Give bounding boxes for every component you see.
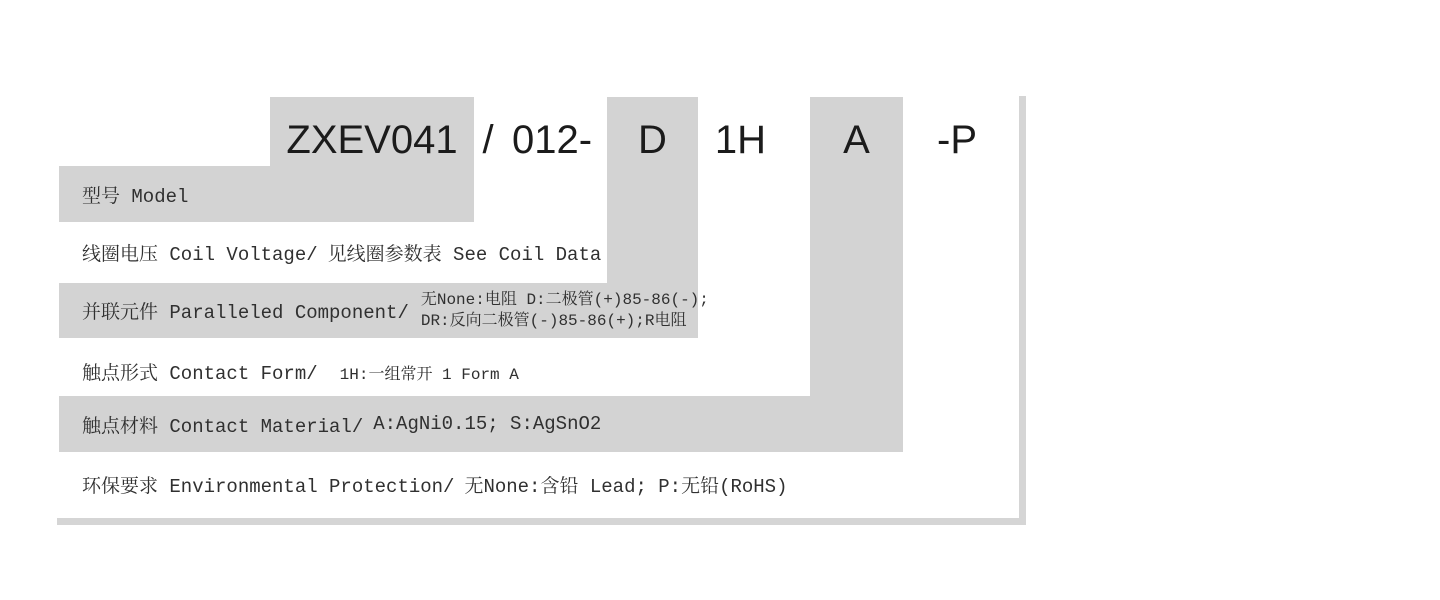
contact-material-row-detail: A:AgNi0.15; S:AgSnO2 — [373, 413, 602, 435]
coil-voltage-row-detail: 见线圈参数表 See Coil Data — [327, 244, 602, 266]
contact-form-row — [82, 338, 519, 396]
part-number-model-segment: ZXEV041 — [286, 118, 458, 162]
contact-form-row-label: 触点形式 Contact Form/ — [82, 363, 318, 385]
environmental-protection-row-label: 环保要求 Environmental Protection/ — [82, 475, 455, 498]
coil-voltage-row — [82, 222, 601, 283]
paralleled-component-detail-line2: DR:反向二极管(-)85-86(+);R电阻 — [420, 311, 687, 330]
contact-material-row-label: 触点材料 Contact Material/ — [82, 415, 364, 438]
model-row — [82, 166, 188, 222]
environmental-protection-row-detail: 无None:含铅 Lead; P:无铅(RoHS) — [464, 475, 788, 498]
paralleled-component-row — [82, 283, 709, 338]
part-number-contact-material-segment: A — [843, 118, 870, 162]
contact-form-row-detail: 1H:一组常开 1 Form A — [339, 366, 519, 384]
contact-material-row — [82, 396, 601, 452]
part-number-separator: / — [482, 118, 494, 162]
part-number-coil-voltage-segment: 012- — [511, 118, 593, 162]
model-row-label: 型号 Model — [82, 185, 189, 208]
coil-voltage-row-label: 线圈电压 Coil Voltage/ — [82, 244, 318, 266]
environmental-protection-row — [82, 450, 788, 518]
part-number-paralleled-component-segment: D — [638, 118, 667, 162]
paralleled-component-row-details — [421, 290, 709, 332]
part-number-environmental-segment: -P — [937, 118, 977, 162]
paralleled-component-detail-line1: 无None:电阻 D:二极管(+)85-86(-); — [420, 290, 709, 309]
part-number-contact-form-segment: 1H — [714, 118, 767, 162]
paralleled-component-row-label: 并联元件 Paralleled Component/ — [82, 302, 409, 324]
bottom-border-bar — [57, 518, 1026, 525]
right-border-bar — [1019, 96, 1026, 525]
